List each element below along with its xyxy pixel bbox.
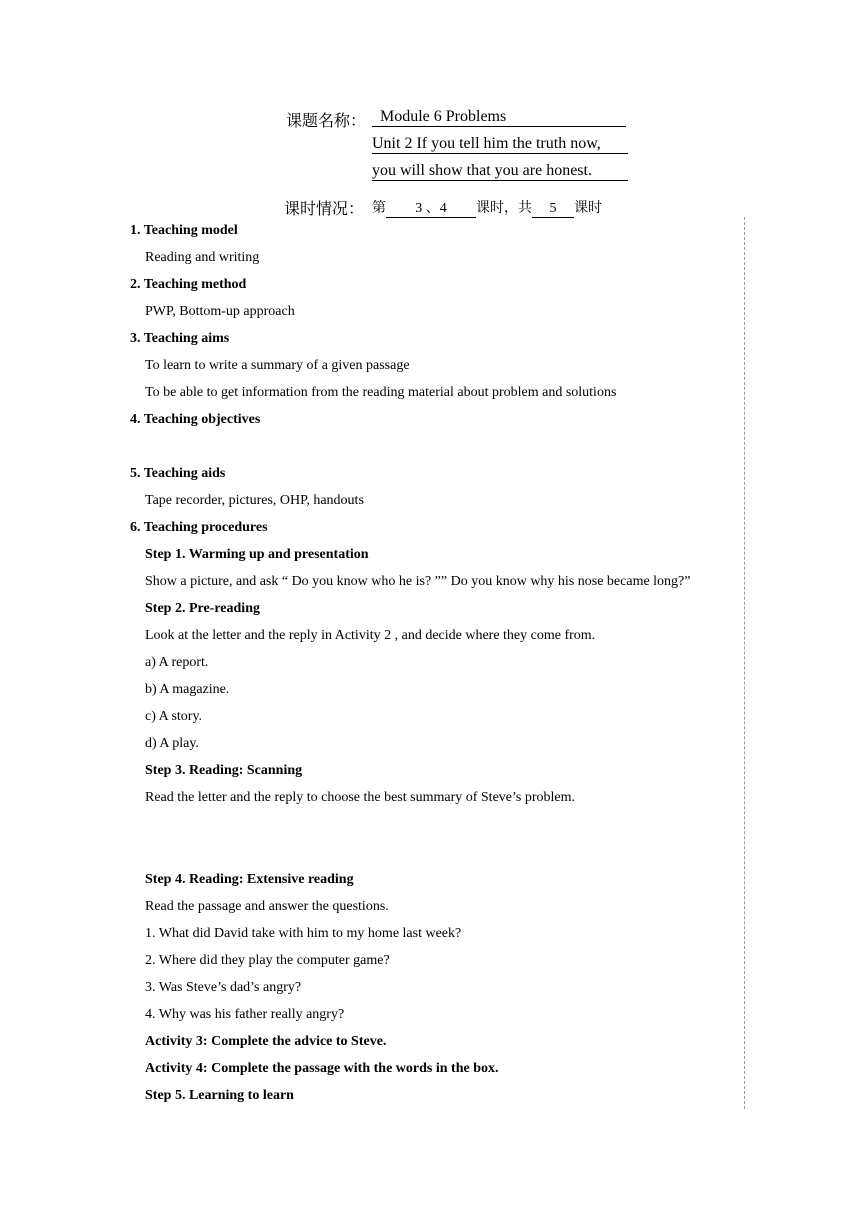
section-teaching-model: 1. Teaching model <box>130 223 238 238</box>
period-info <box>372 197 602 218</box>
teaching-aims-line-2: To be able to get information from the reading material about problem and solutions <box>145 385 617 400</box>
step-3-body: Read the letter and the reply to choose the best summary of Steve’s problem. <box>145 790 575 805</box>
period-prefix: 第 <box>372 200 386 216</box>
step-2-body: Look at the letter and the reply in Activity 2 , and decide where they come from. <box>145 628 596 643</box>
period-value: 3 、4 <box>386 201 476 218</box>
step-1-body: Show a picture, and ask “ Do you know who he is? ”” Do you know why his nose became long?” <box>145 574 691 589</box>
teaching-method-body: PWP, Bottom-up approach <box>145 304 295 319</box>
teaching-model-body: Reading and writing <box>145 250 260 265</box>
question-2: 2. Where did they play the computer game? <box>145 953 390 968</box>
option-d: d) A play. <box>145 736 199 751</box>
period-label: 课时情况： <box>284 199 365 218</box>
period-suffix: 课时 <box>574 200 602 216</box>
teaching-aids-body: Tape recorder, pictures, OHP, handouts <box>145 493 364 508</box>
step-5-title: Step 5. Learning to learn <box>145 1088 294 1103</box>
option-b: b) A magazine. <box>145 682 230 697</box>
section-teaching-aids: 5. Teaching aids <box>130 466 226 481</box>
section-teaching-aims: 3. Teaching aims <box>130 331 230 346</box>
activity-4: Activity 4: Complete the passage with the words in the box. <box>145 1061 499 1076</box>
right-border-line <box>744 217 745 1109</box>
option-c: c) A story. <box>145 709 203 724</box>
step-3-title: Step 3. Reading: Scanning <box>145 763 303 778</box>
step-2-title: Step 2. Pre-reading <box>145 601 260 616</box>
topic-line-1 <box>372 108 626 127</box>
question-4: 4. Why was his father really angry? <box>145 1007 345 1022</box>
question-1: 1. What did David take with him to my home last week? <box>145 926 462 941</box>
section-teaching-objectives: 4. Teaching objectives <box>130 412 261 427</box>
topic-label: 课题名称： <box>286 111 367 130</box>
topic-line-3-text: you will show that you are honest. <box>372 162 628 181</box>
topic-line-2-text: Unit 2 If you tell him the truth now, <box>372 135 628 154</box>
period-total: 5 <box>532 201 574 218</box>
activity-3: Activity 3: Complete the advice to Steve. <box>145 1034 387 1049</box>
teaching-aims-line-1: To learn to write a summary of a given passage <box>145 358 410 373</box>
section-teaching-procedures: 6. Teaching procedures <box>130 520 268 535</box>
topic-line-1-text: Module 6 Problems <box>372 108 626 127</box>
section-teaching-method: 2. Teaching method <box>130 277 247 292</box>
step-4-body: Read the passage and answer the questions. <box>145 899 389 914</box>
step-1-title: Step 1. Warming up and presentation <box>145 547 369 562</box>
topic-line-2 <box>372 135 628 154</box>
question-3: 3. Was Steve’s dad’s angry? <box>145 980 302 995</box>
step-4-title: Step 4. Reading: Extensive reading <box>145 872 354 887</box>
option-a: a) A report. <box>145 655 209 670</box>
period-mid: 课时，共 <box>476 200 532 216</box>
topic-line-3 <box>372 162 628 181</box>
